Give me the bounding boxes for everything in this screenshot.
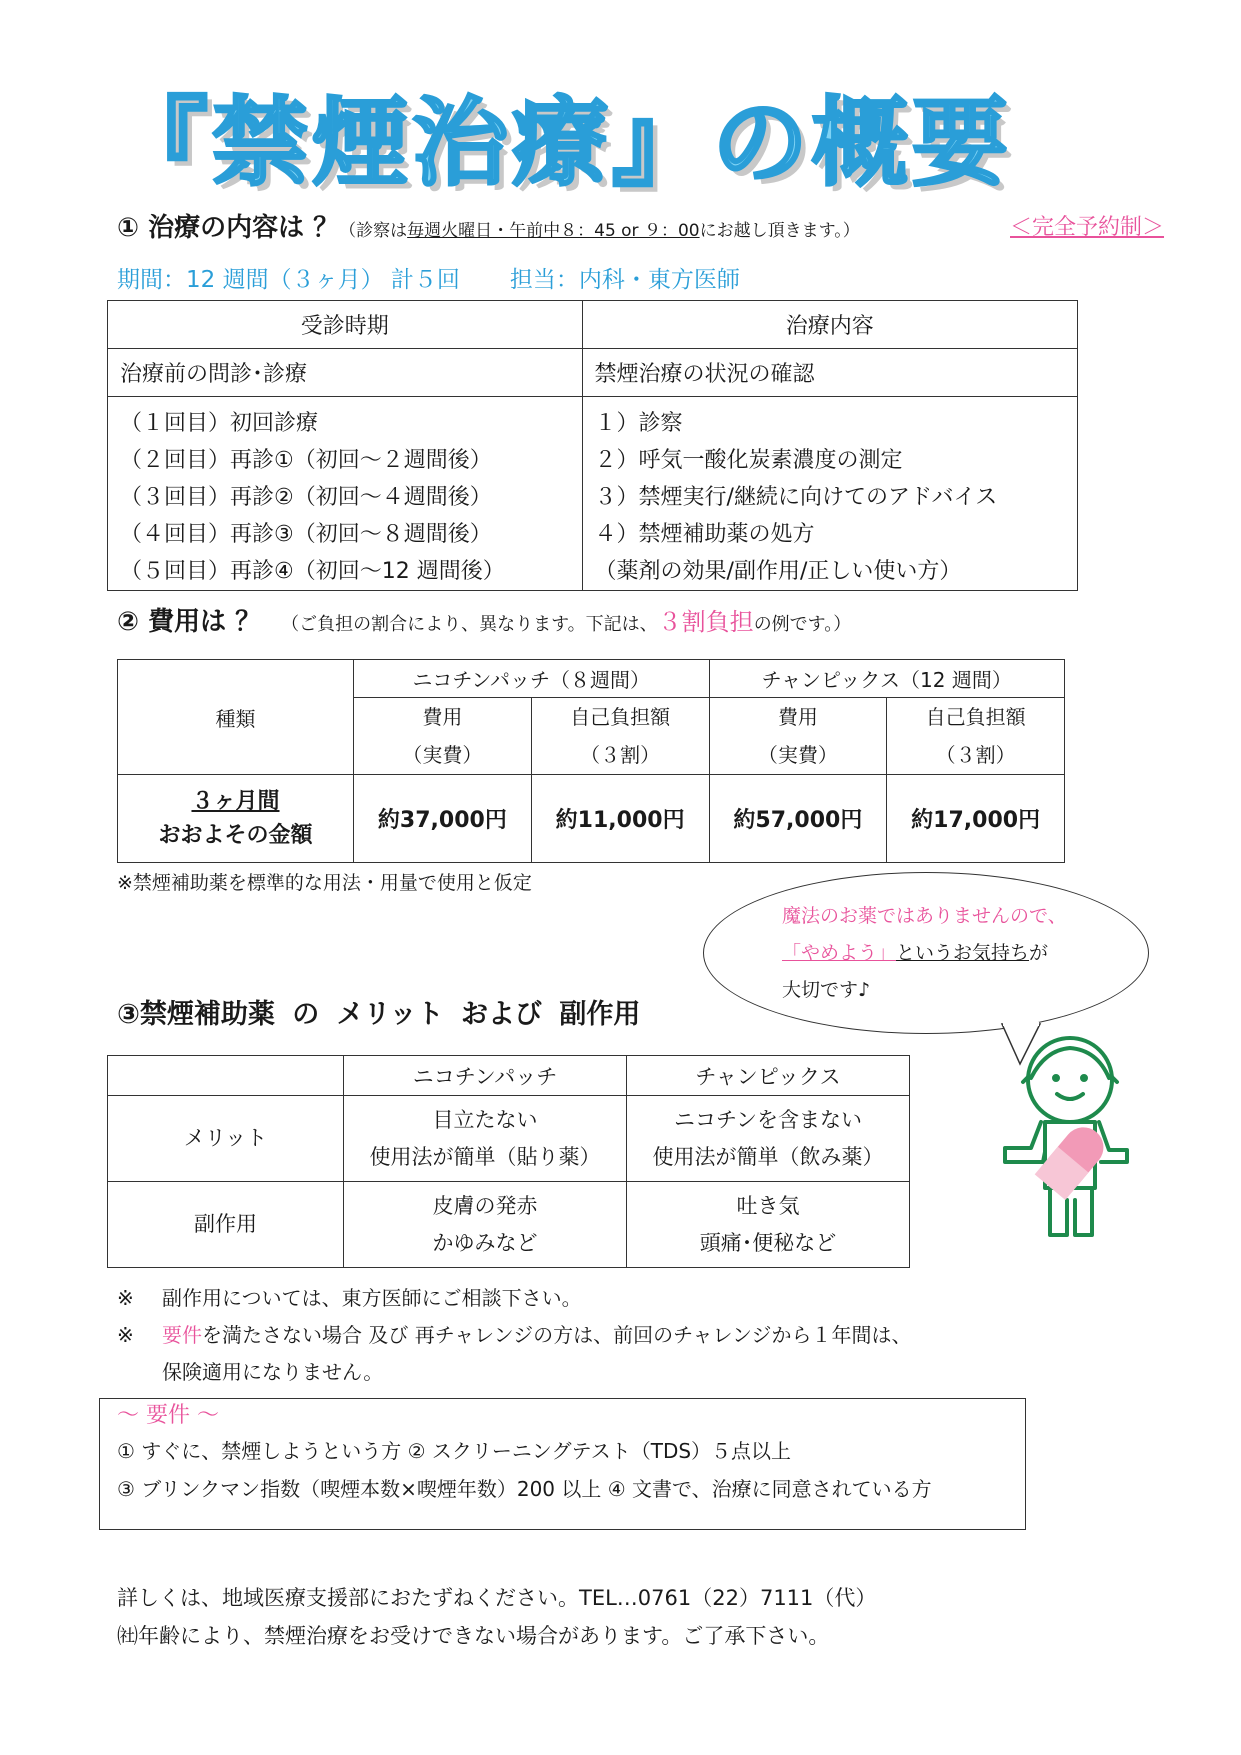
cost-type-label: 種類 [118, 660, 354, 775]
schedule-header-content: 治療内容 [582, 301, 1077, 349]
content-item: （薬剤の効果/副作用/正しい使い方） [594, 559, 962, 584]
visit-item: （２回目）再診①（初回〜２週間後） [120, 448, 492, 473]
section1-heading-text: ① 治療の内容は ？ [117, 213, 340, 243]
age-caution: ㈳年齢により、禁煙治療をお受けできない場合があります。ご了承下さい。 [117, 1624, 830, 1648]
bubble-text [782, 898, 1067, 1009]
schedule-visits-cell [108, 397, 583, 591]
self-subheader: 自己負担額 （３割） [887, 698, 1065, 775]
merit-champix: ニコチンを含まない 使用法が簡単（飲み薬） [627, 1096, 910, 1182]
note-2-continued: 保険適用になりません。 [162, 1360, 384, 1384]
note-1: ※ 副作用については、東方医師にご相談下さい。 [117, 1286, 582, 1310]
merit-header-champix: チャンピックス [627, 1056, 910, 1096]
notes [117, 1280, 912, 1391]
side-effect-champix: 吐き気 頭痛･便秘など [627, 1182, 910, 1268]
merit-patch: 目立たない 使用法が簡単（貼り薬） [344, 1096, 627, 1182]
merit-header-empty [108, 1056, 344, 1096]
cost-row-label: ３ヶ月間 おおよその金額 [118, 775, 354, 863]
doctor-text: 担当：内科・東方医師 [509, 267, 740, 293]
reservation-badge: ＜完全予約制＞ [1010, 215, 1165, 240]
cost-table [117, 659, 1065, 863]
cost-patch-header: ニコチンパッチ（８週間） [354, 660, 710, 698]
section1-heading [117, 208, 860, 248]
cost-value: 約37,000円 [354, 775, 532, 863]
cost-value: 約11,000円 [531, 775, 709, 863]
page-title: 『禁煙治療』の概要 [112, 87, 1012, 199]
cost-value: 約17,000円 [887, 775, 1065, 863]
side-effect-label: 副作用 [108, 1182, 344, 1268]
section3-heading: ③禁煙補助薬 の メリット および 副作用 [117, 999, 641, 1030]
cost-footnote: ※禁煙補助薬を標準的な用法・用量で使用と仮定 [117, 872, 532, 894]
bubble-line1: 魔法のお薬ではありませんので、 [782, 905, 1067, 927]
requirements-line1: ① すぐに、禁煙しようという方 ② スクリーニングテスト（TDS）５点以上 [117, 1439, 792, 1463]
visit-item: （５回目）再診④（初回〜12 週間後） [120, 559, 505, 584]
period-text: 期間：12 週間（３ヶ月） 計５回 [117, 267, 460, 293]
self-subheader: 自己負担額 （３割） [531, 698, 709, 775]
visit-item: （１回目）初回診療 [120, 411, 319, 436]
schedule-header-timing: 受診時期 [108, 301, 583, 349]
period-line [117, 262, 790, 298]
cost-subheader: 費用 （実費） [354, 698, 532, 775]
schedule-pre-timing: 治療前の問診･診療 [108, 349, 583, 397]
merit-header-patch: ニコチンパッチ [344, 1056, 627, 1096]
merit-label: メリット [108, 1096, 344, 1182]
cost-champix-header: チャンピックス（12 週間） [709, 660, 1065, 698]
schedule-table [107, 300, 1078, 591]
nurse-illustration [995, 1030, 1140, 1250]
requirements-title: 〜 要件 〜 [117, 1403, 219, 1428]
bubble-line3: 大切です♪ [782, 979, 871, 1001]
section1-note: （診察は毎週火曜日・午前中８：45 or ９：00にお越し頂きます。） [339, 221, 860, 241]
section2-heading [117, 602, 851, 645]
contact-info: 詳しくは、地域医療支援部におたずねください。TEL…0761（22）7111（代） [117, 1586, 877, 1610]
side-effect-patch: 皮膚の発赤 かゆみなど [344, 1182, 627, 1268]
cost-value: 約57,000円 [709, 775, 887, 863]
visit-item: （３回目）再診②（初回〜４週間後） [120, 485, 492, 510]
note-2: ※ 要件を満たさない場合 及び 再チャレンジの方は、前回のチャレンジから１年間は、 [117, 1323, 912, 1347]
section2-heading-text: ② 費用は ？ [117, 607, 262, 637]
content-item: ４）禁煙補助薬の処方 [594, 522, 815, 547]
content-item: １）診察 [594, 411, 683, 436]
cost-subheader: 費用 （実費） [709, 698, 887, 775]
visit-item: （４回目）再診③（初回〜８週間後） [120, 522, 492, 547]
content-item: ３）禁煙実行/継続に向けてのアドバイス [594, 485, 998, 510]
content-item: ２）呼気一酸化炭素濃度の測定 [594, 448, 903, 473]
requirements-line2: ③ ブリンクマン指数（喫煙本数×喫煙年数）200 以上 ④ 文書で、治療に同意されている方 [117, 1477, 932, 1501]
schedule-contents-cell [582, 397, 1077, 591]
schedule-pre-content: 禁煙治療の状況の確認 [582, 349, 1077, 397]
merit-table [107, 1055, 910, 1268]
section2-note: （ご負担の割合により、異なります。下記は、３割負担の例です。） [281, 608, 852, 636]
bubble-line2: 「やめよう」というお気持ちが [782, 942, 1049, 964]
